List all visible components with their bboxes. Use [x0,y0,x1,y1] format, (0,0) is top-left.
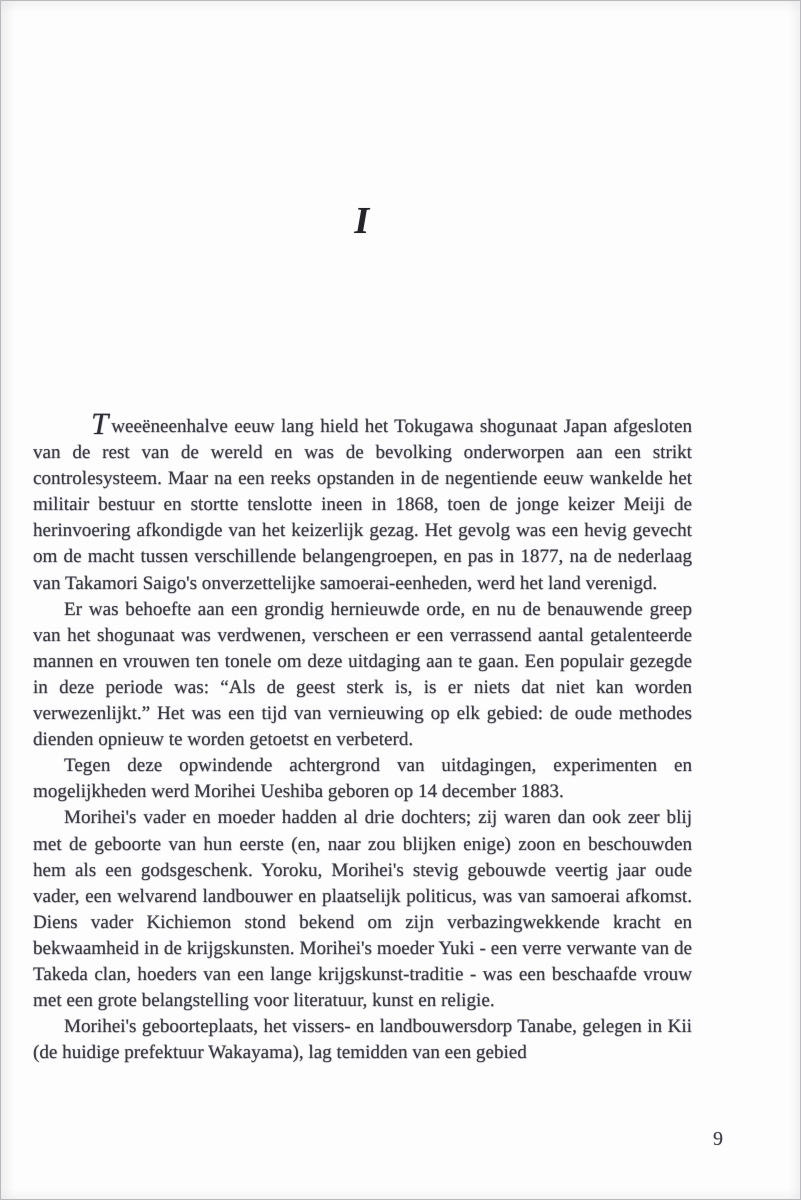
paragraph-5-text: Morihei's geboorteplaats, het vissers- en landbouwersdorp Tanabe, gelegen in Kii (de huidige prefektuur Wakayama), lag temidden van een gebied [33,1016,692,1064]
paragraph-1 [33,406,692,597]
paragraph-2-text: Er was behoefte aan een grondig hernieuwde orde, en nu de benauwende greep van het shogunaat was verdwenen, verscheen er een verrassend aantal getalenteerde mannen en vrouwen ten tonele om deze uitdaging aan te gaan. Een populair gezegde in deze periode was: “Als de geest sterk is, is er niets dat niet kan worden verwezenlijkt.” Het was een tijd van vernieuwing op elk gebied: de oude methodes dienden opnieuw te worden getoetst en verbeterd. [33,598,692,751]
paragraph-3 [33,753,692,805]
drop-cap-letter: T [91,406,109,441]
body-text-block [33,406,692,1066]
paragraph-5 [33,1014,692,1066]
paragraph-1-text: weeëneenhalve eeuw lang hield het Tokugawa shogunaat Japan afgesloten van de rest van de wereld en was de bevolking onderworpen aan een strikt controlesysteem. Maar na een reeks opstanden in de negentiende eeuw wankelde het militair bestuur en stortte tenslotte ineen in 1868, toen de jonge keizer Meiji de herinvoering afkondigde van het keizerlijk gezag. Het gevolg was een hevig gevecht om de macht tussen verschillende belangengroepen, en pas in 1877, na de nederlaag van Takamori Saigo's onverzettelijke samoerai-eenheden, werd het land verenigd. [33,416,692,594]
paragraph-4 [33,805,692,1014]
paragraph-4-text: Morihei's vader en moeder hadden al drie dochters; zij waren dan ook zeer blij met de geboorte van hun eerste (en, naar zou blijken enige) zoon en beschouwden hem als een godsgeschenk. Yoroku, Morihei's stevig gebouwde veertig jaar oude vader, een welvarend landbouwer en plaatselijk politicus, was van samoerai afkomst. Diens vader Kichiemon stond bekend om zijn verbazingwekkende kracht en bekwaamheid in de krijgskunsten. Morihei's moeder Yuki - een verre verwante van de Takeda clan, hoeders van een lange krijgskunst-traditie - was een beschaafde vrouw met een grote belangstelling voor literatuur, kunst en religie. [33,807,692,1012]
paragraph-3-text: Tegen deze opwindende achtergrond van uitdagingen, experimenten en mogelijkheden werd Morihei Ueshiba geboren op 14 december 1883. [33,755,692,803]
page-number: 9 [713,1128,723,1150]
chapter-numeral: I [354,200,370,242]
paragraph-2 [33,597,692,754]
